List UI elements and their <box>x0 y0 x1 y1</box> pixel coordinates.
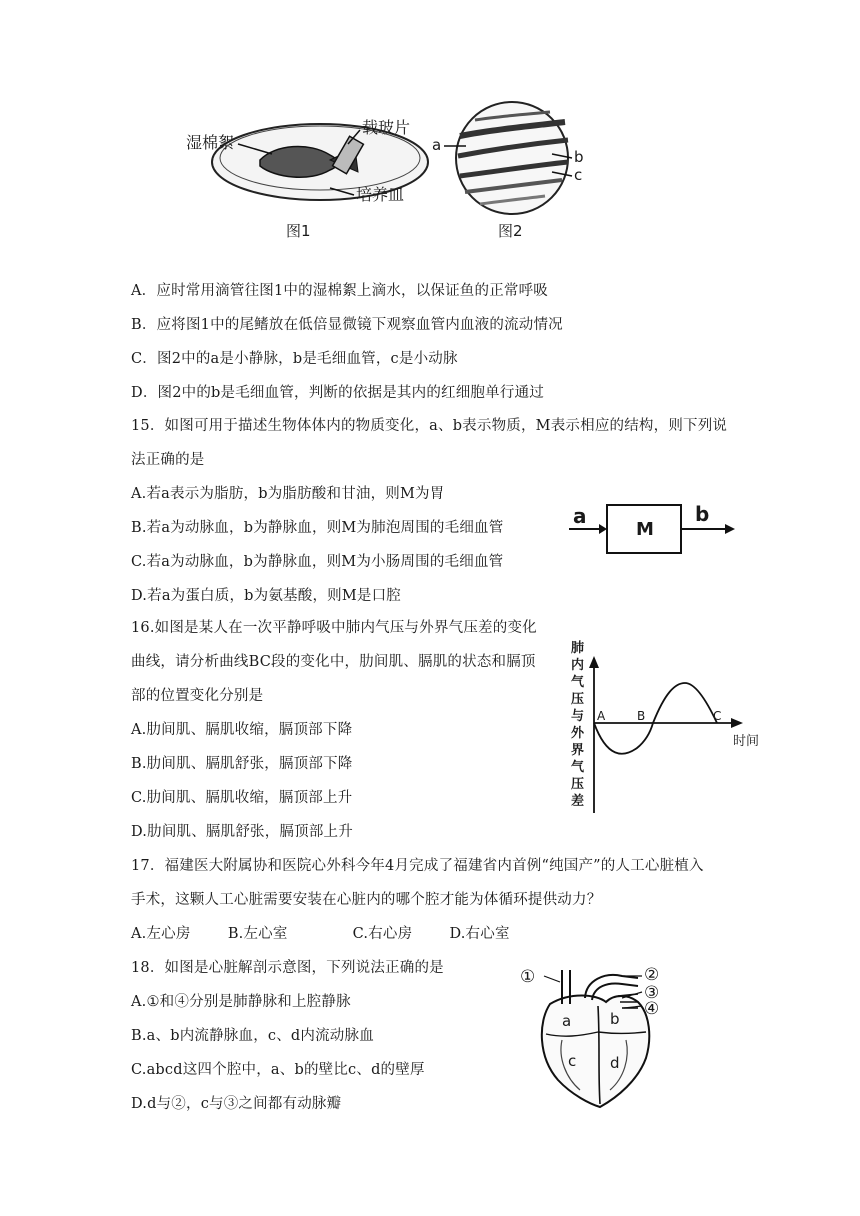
q17-stem-line1: 17．福建医大附属协和医院心外科今年4月完成了福建省内首例“纯国产”的人工心脏植入 <box>131 858 704 874</box>
q15-stem-line2: 法正确的是 <box>131 452 205 468</box>
q16-x-axis-label: 时间 <box>733 734 760 749</box>
q18-chamber-d: d <box>610 1054 620 1072</box>
q16-option-c: C.肋间肌、膈肌收缩，膈顶部上升 <box>131 790 353 806</box>
q18-chamber-a: a <box>562 1012 572 1030</box>
q15-option-b: B.若a为动脉血，b为静脉血，则M为肺泡周围的毛细血管 <box>131 520 504 536</box>
q16-y-axis-label-char: 肺 <box>571 641 585 656</box>
q18-option-c: C.abcd这四个腔中，a、b的壁比c、d的壁厚 <box>131 1062 425 1078</box>
q17-option-b: B.左心室 <box>227 926 288 942</box>
q15-flow-diagram <box>565 495 745 565</box>
q18-label-4: ④ <box>644 999 660 1019</box>
q16-y-axis-label-char: 与 <box>571 709 585 724</box>
q15-output-label: b <box>695 502 710 526</box>
q16-point-c: C <box>713 709 722 723</box>
fig2-label-c: c <box>574 166 583 184</box>
q18-label-2: ② <box>644 965 660 985</box>
q16-option-a: A.肋间肌、膈肌收缩，膈顶部下降 <box>131 722 353 738</box>
q15-input-label: a <box>573 504 587 528</box>
q17-option-a: A.左心房 <box>131 926 191 942</box>
q16-option-b: B.肋间肌、膈肌舒张，膈顶部下降 <box>131 756 353 772</box>
q18-chamber-b: b <box>610 1010 620 1028</box>
q18-label-3: ③ <box>644 983 660 1003</box>
q16-stem-line2: 曲线，请分析曲线BC段的变化中，肋间肌、膈肌的状态和膈顶 <box>131 654 536 670</box>
q18-option-d: D.d与②，c与③之间都有动脉瓣 <box>131 1096 342 1112</box>
q18-option-a: A.①和④分别是肺静脉和上腔静脉 <box>131 994 351 1010</box>
q18-label-1: ① <box>520 967 536 987</box>
q16-y-axis-label-char: 界 <box>571 743 585 758</box>
q16-pressure-curve <box>594 683 717 754</box>
q17-options-row <box>131 924 510 944</box>
q14-option-d: D．图2中的b是毛细血管，判断的依据是其内的红细胞单行通过 <box>131 385 544 401</box>
fig2-label-a: a <box>432 136 442 154</box>
fig2-label-b: b <box>574 148 584 166</box>
figure-fish-tail-microscope <box>180 100 620 250</box>
q16-pressure-graph <box>565 638 785 823</box>
q16-y-axis-label-char: 内 <box>571 658 585 673</box>
q15-option-c: C.若a为动脉血，b为静脉血，则M为小肠周围的毛细血管 <box>131 554 504 570</box>
q18-stem: 18．如图是心脏解剖示意图，下列说法正确的是 <box>131 960 444 976</box>
fig1-label-slide: 载玻片 <box>362 118 411 137</box>
q15-option-d: D.若a为蛋白质，b为氨基酸，则M是口腔 <box>131 588 401 604</box>
q14-option-c: C．图2中的a是小静脉，b是毛细血管，c是小动脉 <box>131 351 458 367</box>
fig1-caption: 图1 <box>286 222 311 240</box>
q15-option-a: A.若a表示为脂肪，b为脂肪酸和甘油，则M为胃 <box>131 486 445 502</box>
q15-box-label: M <box>636 519 654 540</box>
q17-option-d: D.右心室 <box>449 926 510 942</box>
q16-y-axis-label-char: 外 <box>571 726 585 741</box>
q16-y-axis-label-char: 压 <box>571 692 585 707</box>
q14-option-a: A．应时常用滴管往图1中的湿棉絮上滴水，以保证鱼的正常呼吸 <box>131 283 548 299</box>
q16-point-b: B <box>637 709 646 723</box>
q16-option-d: D.肋间肌、膈肌舒张，膈顶部上升 <box>131 824 353 840</box>
q18-chamber-c: c <box>568 1052 577 1070</box>
q18-heart-diagram <box>510 962 700 1112</box>
q17-stem-line2: 手术，这颗人工心脏需要安装在心脏内的哪个腔才能为体循环提供动力？ <box>131 892 602 908</box>
q16-stem-line1: 16.如图是某人在一次平静呼吸中肺内气压与外界气压差的变化 <box>131 620 537 636</box>
q17-option-c: C.右心房 <box>352 926 413 942</box>
q16-y-axis-label-char: 压 <box>571 777 585 792</box>
q16-stem-line3: 部的位置变化分别是 <box>131 688 264 704</box>
figure2-microscope-field <box>456 102 568 214</box>
q14-option-b: B．应将图1中的尾鳍放在低倍显微镜下观察血管内血液的流动情况 <box>131 317 563 333</box>
q15-stem-line1: 15．如图可用于描述生物体体内的物质变化，a、b表示物质，M表示相应的结构，则下列说 <box>131 418 728 434</box>
fig1-label-wet-cotton: 湿棉絮 <box>186 133 235 152</box>
fig1-label-dish: 培养皿 <box>356 185 405 204</box>
q16-y-axis-label-char: 气 <box>571 675 585 690</box>
q16-y-axis-label-char: 差 <box>571 794 585 809</box>
fig2-caption: 图2 <box>498 222 523 240</box>
q16-y-axis-label <box>571 640 585 809</box>
q16-y-axis-label-char: 气 <box>571 760 585 775</box>
q16-point-a: A <box>597 709 606 723</box>
q18-option-b: B.a、b内流静脉血，c、d内流动脉血 <box>131 1028 374 1044</box>
